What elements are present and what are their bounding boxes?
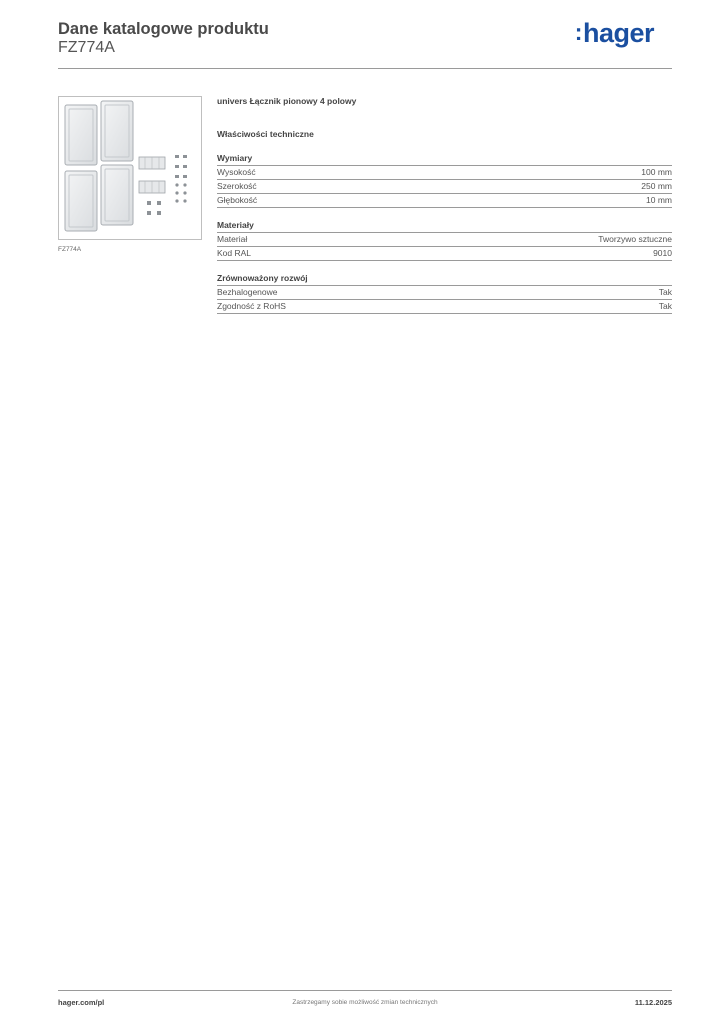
footer-disclaimer: Zastrzegamy sobie możliwość zmian technicznych [292,999,438,1006]
group-dimensions [217,153,672,208]
spec-label: Bezhalogenowe [217,287,278,297]
spec-label: Materiał [217,234,248,244]
spec-value: 9010 [653,248,672,258]
footer-website: hager.com/pl [58,998,105,1007]
spec-value: 10 mm [646,195,672,205]
group-title: Zrównoważony rozwój [217,273,672,286]
cover-panel [101,101,133,161]
footer-date: 11.12.2025 [634,998,672,1007]
spec-label: Szerokość [217,181,257,191]
spec-label: Wysokość [217,167,256,177]
product-image [58,96,202,240]
spec-value: 100 mm [641,167,672,177]
technical-properties-heading: Właściwości techniczne [217,129,314,139]
product-details [217,96,672,314]
group-materials [217,220,672,261]
spec-row [217,286,672,300]
spec-value: 250 mm [641,181,672,191]
document-header [58,20,672,68]
image-caption: FZ774A [58,246,82,253]
spec-label: Kod RAL [217,248,252,258]
product-description: univers Łącznik pionowy 4 polowy [217,96,357,106]
spec-label: Głębokość [217,195,258,205]
product-photo-icon [59,97,201,239]
spec-row [217,300,672,314]
logo-colon-mark: : [574,19,582,45]
spec-row [217,180,672,194]
header-divider [58,68,672,69]
connector-strips [139,157,165,193]
spec-row [217,233,672,247]
cover-panel [65,171,97,231]
spec-value: Tak [658,287,672,297]
spec-label: Zgodność z RoHS [217,301,286,311]
hager-logo [575,18,654,49]
group-title: Materiały [217,220,672,233]
product-code: FZ774A [58,39,115,56]
footer-divider [58,990,672,991]
cover-panel [101,165,133,225]
spec-row [217,166,672,180]
spec-row [217,194,672,208]
spec-value: Tworzywo sztuczne [598,234,672,244]
cover-panel [65,105,97,165]
spec-value: Tak [658,301,672,311]
group-sustainability [217,273,672,314]
logo-wordmark: hager [582,18,654,48]
group-title: Wymiary [217,153,672,166]
document-title: Dane katalogowe produktu [58,20,269,38]
spec-row [217,247,672,261]
